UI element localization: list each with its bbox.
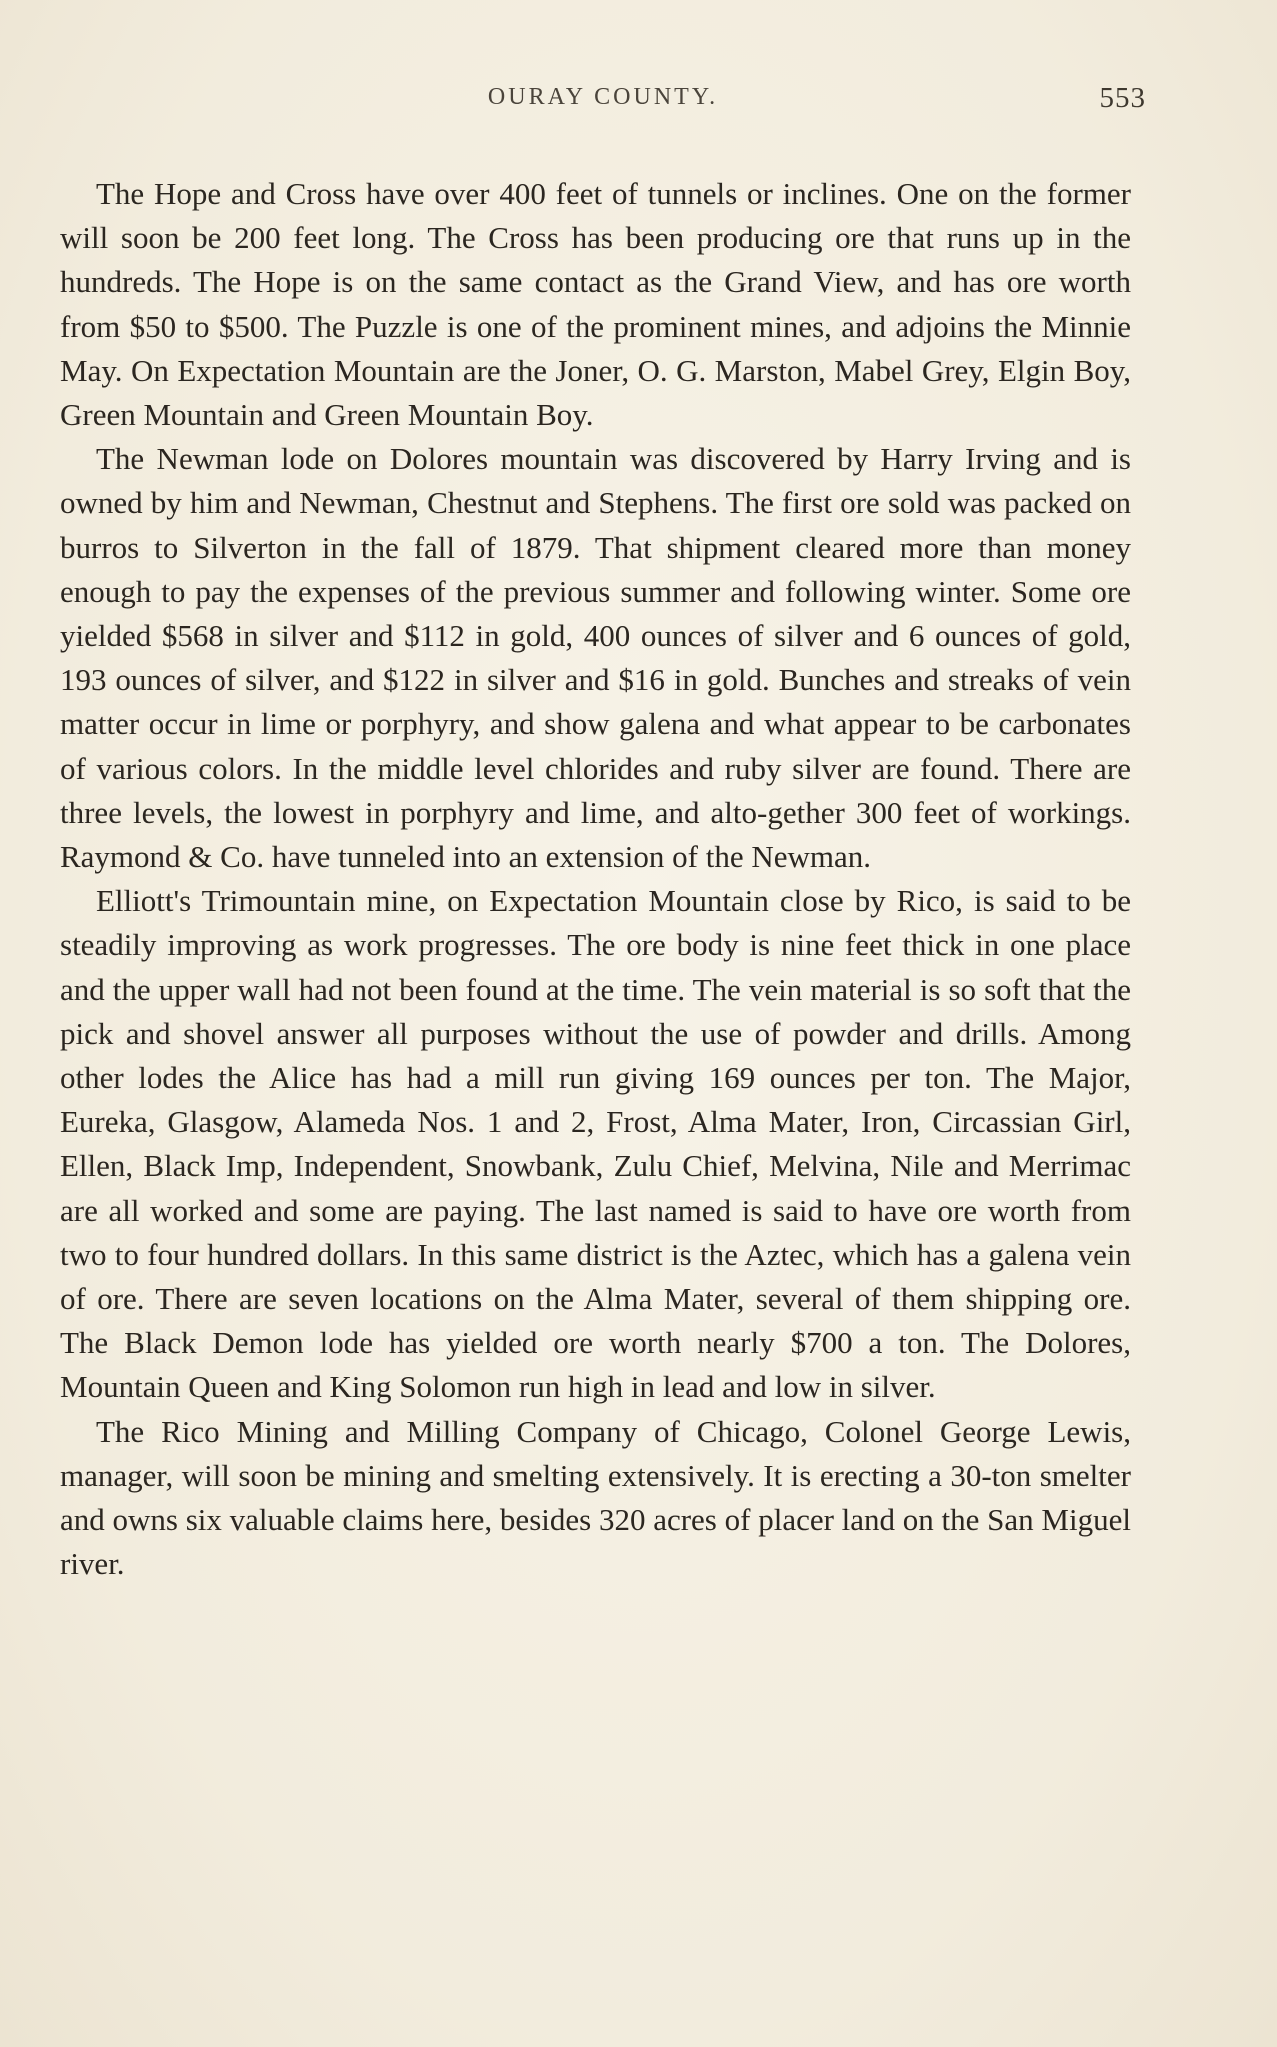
- paragraph-newman-lode: The Newman lode on Dolores mountain was discovered by Harry Irving and is owned by him and Newman, Chestnut and Stephens. The first ore sold was packed on burros to Silverton in the fall of 1879. That shipment cleared more than money enough to pay the expenses of the previous summer and following winter. Some ore yielded $568 in silver and $112 in gold, 400 ounces of silver and 6 ounces of gold, 193 ounces of silver, and $122 in silver and $16 in gold. Bunches and streaks of vein matter occur in lime or porphyry, and show galena and what appear to be carbonates of various colors. In the middle level chlorides and ruby silver are found. There are three levels, the lowest in porphyry and lime, and alto-gether 300 feet of workings. Raymond & Co. have tunneled into an extension of the Newman.: [60, 441, 1131, 875]
- paragraph-hope-and-cross: The Hope and Cross have over 400 feet of tunnels or inclines. One on the former will soon be 200 feet long. The Cross has been producing ore that runs up in the hundreds. The Hope is on the same contact as the Grand View, and has ore worth from $50 to $500. The Puzzle is one of the prominent mines, and adjoins the Minnie May. On Expectation Mountain are the Joner, O. G. Marston, Mabel Grey, Elgin Boy, Green Mountain and Green Mountain Boy.: [60, 176, 1131, 433]
- body-text: [60, 172, 1131, 1587]
- paragraph-trimountain-mine: Elliott's Trimountain mine, on Expectation Mountain close by Rico, is said to be steadily improving as work progresses. The ore body is nine feet thick in one place and the upper wall had not been found at the time. The vein material is so soft that the pick and shovel answer all purposes without the use of powder and drills. Among other lodes the Alice has had a mill run giving 169 ounces per ton. The Major, Eureka, Glasgow, Alameda Nos. 1 and 2, Frost, Alma Mater, Iron, Circassian Girl, Ellen, Black Imp, Independent, Snowbank, Zulu Chief, Melvina, Nile and Merrimac are all worked and some are paying. The last named is said to have ore worth from two to four hundred dollars. In this same district is the Aztec, which has a galena vein of ore. There are seven locations on the Alma Mater, several of them shipping ore. The Black Demon lode has yielded ore worth nearly $700 a ton. The Dolores, Mountain Queen and King Solomon run high in lead and low in silver.: [60, 883, 1131, 1405]
- running-title: OURAY COUNTY.: [487, 84, 719, 110]
- paragraph-rico-mining-company: The Rico Mining and Milling Company of Chicago, Colonel George Lewis, manager, will soon be mining and smelting extensively. It is erecting a 30-ton smelter and owns six valuable claims here, besides 320 acres of placer land on the San Miguel river.: [60, 1413, 1131, 1582]
- page-number: 553: [1099, 82, 1146, 114]
- running-head: [60, 84, 1146, 124]
